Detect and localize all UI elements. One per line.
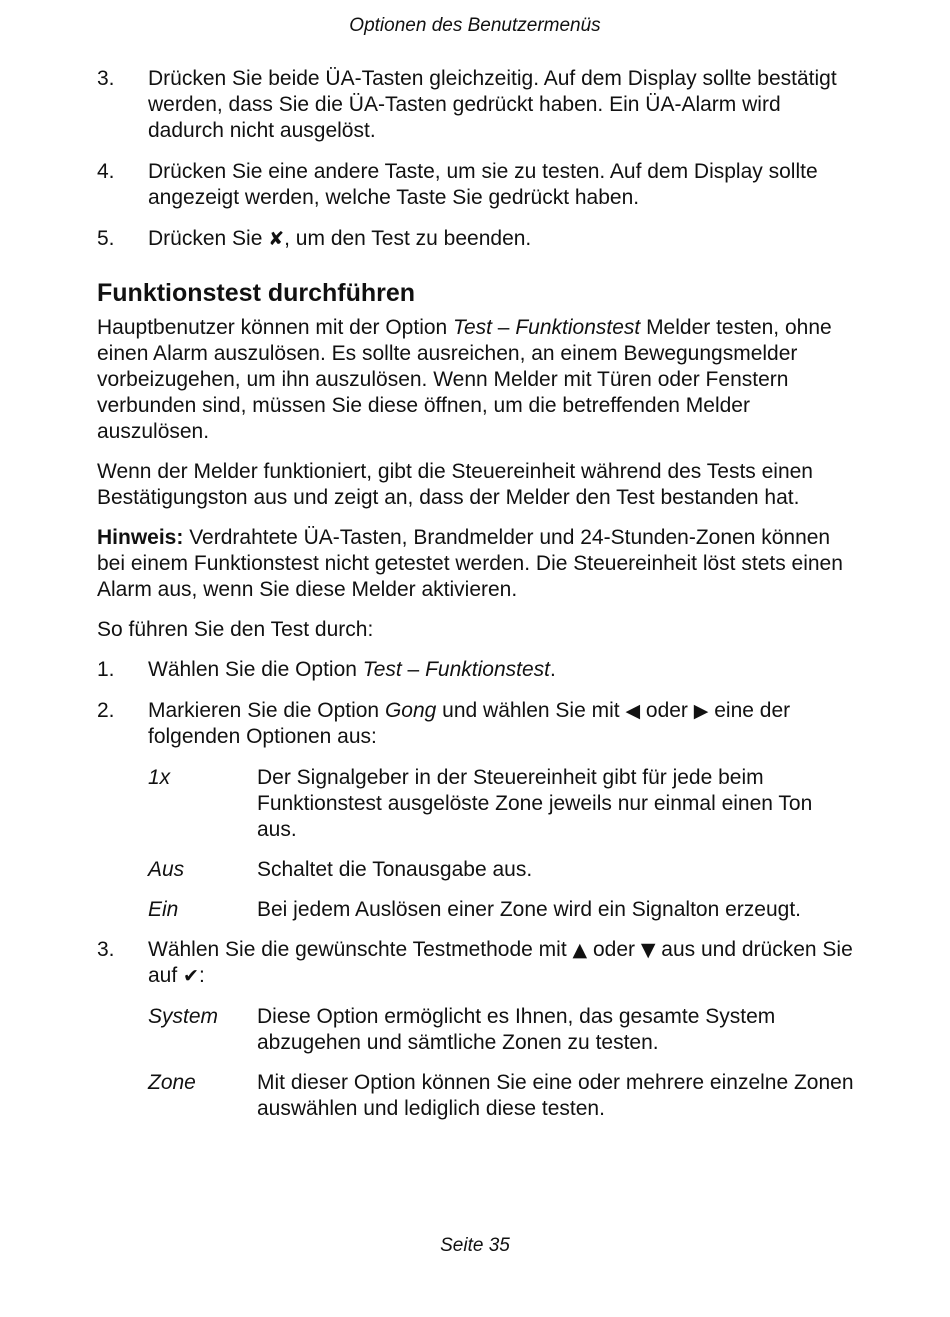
step-text: Drücken Sie beide ÜA-Tasten gleichzeitig. Auf dem Display sollte bestätigt werden, dass Sie die ÜA-Tasten gedrückt haben. Ein ÜA-Alarm wird dadurch nicht ausgelöst. — [148, 67, 837, 142]
text-run: oder — [640, 699, 694, 722]
option-term: System — [148, 1005, 219, 1028]
list-item — [97, 698, 857, 750]
section-heading: Funktionstest durchführen — [97, 279, 416, 307]
list-item — [97, 937, 857, 989]
option-description: Der Signalgeber in der Steuereinheit gibt für jede beim Funktionstest ausgelöste Zone jeweils nur einmal einen Ton aus. — [257, 766, 813, 841]
text-run: Hauptbenutzer können mit der Option — [97, 316, 454, 339]
note-label: Hinweis: — [97, 526, 184, 549]
result-paragraph: Wenn der Melder funktioniert, gibt die Steuereinheit während des Tests einen Bestätigungston aus und zeigt an, dass der Melder den Test bestanden hat. — [97, 460, 813, 509]
text-run: Melder testen, ohne einen Alarm auszulösen. Es sollte ausreichen, an einem Bewegungsmelder vorbeizugehen, um ihn auszulösen. Wenn Melder mit Türen oder Fenstern verbunden sind, müssen Sie diese öffnen, um die betreffenden Melder auszulösen. — [97, 316, 832, 443]
down-arrow-icon: ▼ — [640, 939, 656, 961]
page-header: Optionen des Benutzermenüs — [349, 15, 601, 36]
text-run: – — [401, 658, 426, 681]
text-run: Markieren Sie die Option — [148, 699, 385, 722]
text-run: . — [549, 658, 556, 681]
page-number: Seite 35 — [440, 1235, 510, 1256]
option-definition — [148, 857, 857, 883]
right-arrow-icon: ▶ — [693, 700, 709, 722]
option-description: Mit dieser Option können Sie eine oder mehrere einzelne Zonen auswählen und lediglich diese testen. — [257, 1071, 854, 1120]
step-number: 2. — [97, 699, 115, 722]
text-run: Wählen Sie die Option — [148, 658, 363, 681]
step-text — [148, 226, 857, 252]
procedure-intro: So führen Sie den Test durch: — [97, 618, 374, 641]
step-text — [148, 657, 857, 683]
list-item — [97, 657, 857, 683]
option-definition — [148, 1070, 857, 1122]
option-definition — [148, 765, 857, 843]
step-number: 1. — [97, 658, 115, 681]
list-item — [97, 66, 857, 144]
list-item — [97, 226, 857, 252]
option-description: Bei jedem Auslösen einer Zone wird ein Signalton erzeugt. — [257, 898, 801, 921]
option-definition — [148, 1004, 857, 1056]
note-text: Verdrahtete ÜA-Tasten, Brandmelder und 24-Stunden-Zonen können bei einem Funktionstest nicht getestet werden. Die Steuereinheit löst stets einen Alarm aus, wenn Sie diese Melder aktivieren. — [97, 526, 843, 601]
note-paragraph — [97, 525, 857, 603]
step-number: 5. — [97, 227, 115, 250]
option-term: Aus — [148, 858, 185, 881]
step-text — [148, 937, 857, 989]
text-run: aus und drücken Sie auf — [148, 938, 853, 987]
step-number: 3. — [97, 67, 115, 90]
up-arrow-icon: ▲ — [572, 939, 588, 961]
text-run: – — [491, 316, 516, 339]
step-number: 4. — [97, 160, 115, 183]
option-name: Funktionstest — [425, 658, 550, 681]
list-item — [97, 159, 857, 211]
option-name: Test — [362, 658, 402, 681]
step-text-before: Drücken Sie — [148, 227, 269, 250]
check-icon: ✔ — [183, 965, 199, 987]
text-run: und wählen Sie mit — [436, 699, 626, 722]
text-run: oder — [587, 938, 641, 961]
option-name: Funktionstest — [515, 316, 641, 339]
option-term: Ein — [148, 898, 179, 921]
step-number: 3. — [97, 938, 115, 961]
option-term: 1x — [148, 766, 171, 789]
option-name: Gong — [384, 699, 437, 722]
text-run: eine der folgenden Optionen aus: — [148, 699, 791, 748]
option-description: Schaltet die Tonausgabe aus. — [257, 858, 533, 881]
text-run: Wählen Sie die gewünschte Testmethode mit — [148, 938, 573, 961]
cross-icon: ✘ — [268, 228, 285, 250]
intro-paragraph — [97, 315, 857, 445]
option-description: Diese Option ermöglicht es Ihnen, das gesamte System abzugehen und sämtliche Zonen zu testen. — [257, 1005, 776, 1054]
option-definition — [148, 897, 857, 923]
text-run: : — [198, 964, 205, 987]
step-text — [148, 698, 857, 750]
page-content — [97, 66, 857, 1136]
option-name: Test — [453, 316, 492, 339]
step-text-after: , um den Test zu beenden. — [284, 227, 532, 250]
option-term: Zone — [148, 1071, 196, 1094]
step-text: Drücken Sie eine andere Taste, um sie zu testen. Auf dem Display sollte angezeigt werden, welche Taste Sie gedrückt haben. — [148, 160, 818, 209]
left-arrow-icon: ◀ — [625, 700, 641, 722]
